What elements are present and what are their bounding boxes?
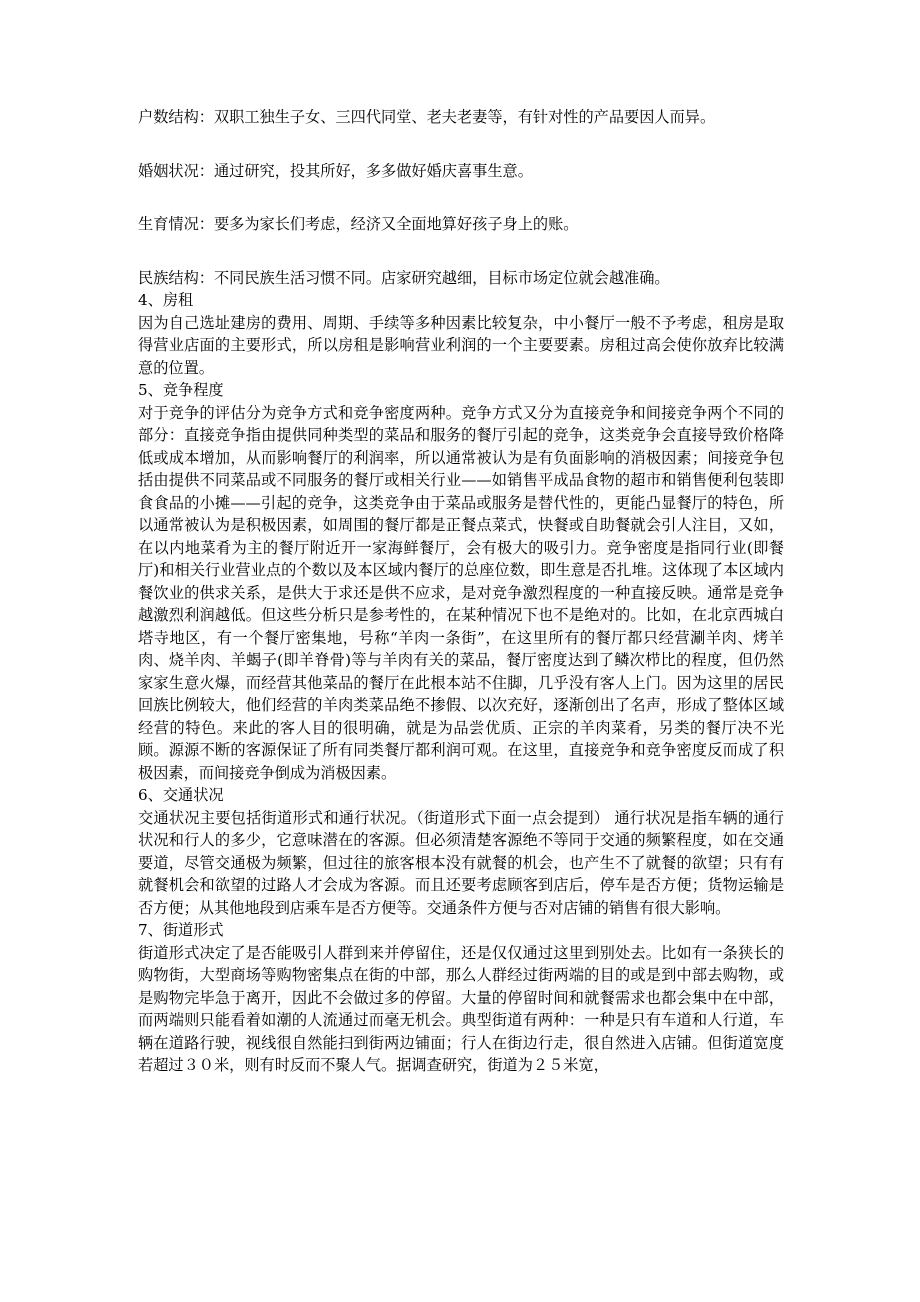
marital-status-line: 婚姻状况：通过研究，投其所好，多多做好婚庆喜事生意。 [138,161,533,180]
section-body-competition: 对于竞争的评估分为竞争方式和竞争密度两种。竞争方式又分为直接竞争和间接竞争两个不同的部分：直接竞争指由提供同种类型的菜品和服务的餐厅引起的竞争，这类竞争会直接导致价格降低或成本增加，从而影响餐厅的利润率，所以通常被认为是有负面影响的消极因素；间接竞争包括由提供不同菜品或不同服务的餐厅或相关行业——如销售平成品食物的超市和销售便利包装即食食品的小摊——引起的竞争，这类竞争由于菜品或服务是替代性的，更能凸显餐厅的特色，所以通常被认为是积极因素，如周围的餐厅都是正餐点菜式，快餐或自助餐就会引人注目，又如，在以内地菜肴为主的餐厅附近开一家海鲜餐厅，会有极大的吸引力。竞争密度是指同行业(即餐厅)和相关行业营业点的个数以及本区域内餐厅的总座位数，即生意是否扎堆。这体现了本区域内餐饮业的供求关系，是供大于求还是供不应求，是对竞争激烈程度的一种直接反映。通常是竞争越激烈利润越低。但这些分析只是参考性的，在某种情况下也不是绝对的。比如，在北京西城白塔寺地区，有一个餐厅密集地，号称“羊肉一条街”，在这里所有的餐厅都只经营涮羊肉、烤羊肉、烧羊肉、羊蝎子(即羊脊骨)等与羊肉有关的菜品，餐厅密度达到了鳞次栉比的程度，但仍然家家生意火爆，而经营其他菜品的餐厅在此根本站不住脚，几乎没有客人上门。因为这里的居民回族比例较大，他们经营的羊肉类菜品绝不掺假、以次充好，逐渐创出了名声，形成了整体区域经营的特色。来此的客人目的很明确，就是为品尝优质、正宗的羊肉菜肴，另类的餐厅决不光顾。源源不断的客源保证了所有同类餐厅都利润可观。在这里，直接竞争和竞争密度反而成了积极因素，而间接竞争倒成为消极因素。 [138,403,784,782]
section-heading-traffic: 6、交通状况 [138,786,224,804]
fertility-line: 生育情况：要多为家长们考虑，经济又全面地算好孩子身上的账。 [138,215,579,233]
section-body-rent: 因为自己选址建房的费用、周期、手续等多种因素比较复杂，中小餐厅一般不予考虑，租房是取得营业店面的主要形式，所以房租是影响营业利润的一个主要要素。房租过高会使你放弃比较满意的位置。 [138,313,784,377]
section-body-street-form: 街道形式决定了是否能吸引人群到来并停留住，还是仅仅通过这里到别处去。比如有一条狭长的购物街，大型商场等购物密集点在街的中部，那么人群经过街两端的目的或是到中部去购物，或是购物完毕急于离开，因此不会做过多的停留。大量的停留时间和就餐需求也都会集中在中部，而两端则只能看着如潮的人流通过而毫无机会。典型街道有两种：一种是只有车道和人行道，车辆在道路行驶，视线很自然能扫到街两边铺面；行人在街边行走，很自然进入店铺。但街道宽度若超过３０米，则有时反而不聚人气。据调查研究，街道为２５米宽， [138,943,784,1074]
ethnic-structure-line: 民族结构：不同民族生活习惯不同。店家研究越细，目标市场定位就会越准确。 [138,268,670,287]
section-heading-rent: 4、房租 [138,291,194,309]
household-structure-line: 户数结构：双职工独生子女、三四代同堂、老夫老妻等，有针对性的产品要因人而异。 [138,108,716,126]
section-body-traffic: 交通状况主要包括街道形式和通行状况。（街道形式下面一点会提到） 通行状况是指车辆的通行状况和行人的多少，它意味潜在的客源。但必须清楚客源绝不等同于交通的频繁程度，如在交通要道，尽管交通极为频繁，但过往的旅客根本没有就餐的机会，也产生不了就餐的欲望；只有有就餐机会和欲望的过路人才会成为客源。而且还要考虑顾客到店后，停车是否方便；货物运输是否方便；从其他地段到店乘车是否方便等。交通条件方便与否对店铺的销售有很大影响。 [138,808,784,917]
document-page [138,106,784,1077]
section-heading-competition: 5、竞争程度 [138,381,224,399]
section-heading-street-form: 7、街道形式 [138,921,224,939]
